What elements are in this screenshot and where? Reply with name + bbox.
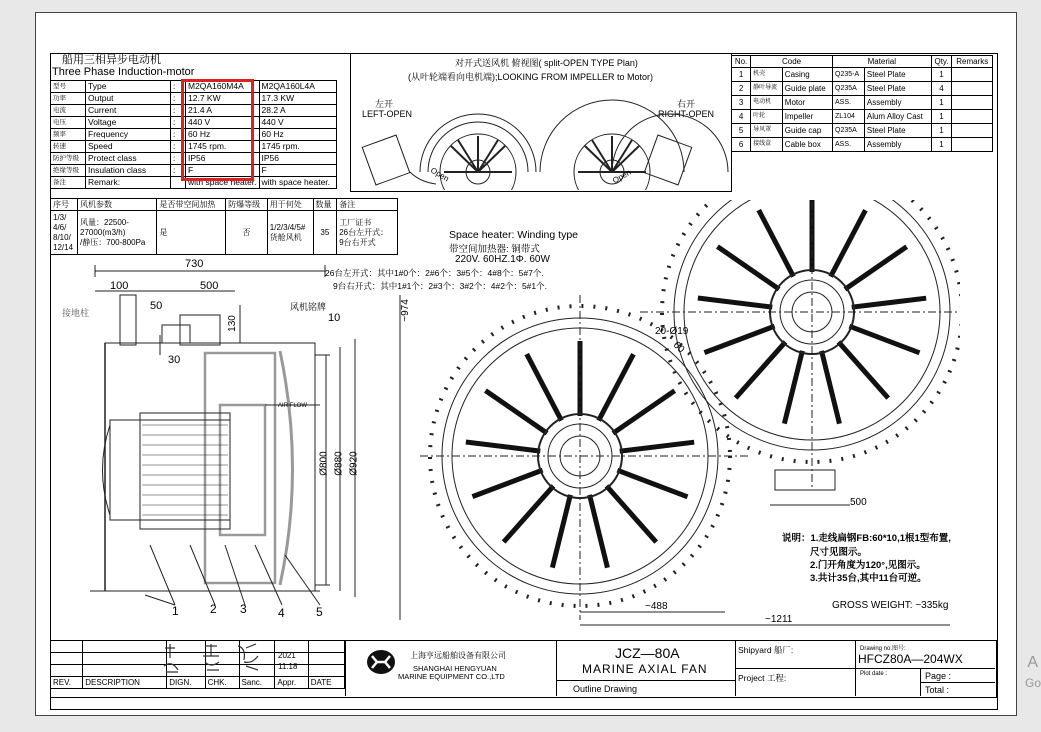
parts-code: Impeller bbox=[782, 110, 832, 124]
dim-50: 50 bbox=[150, 300, 163, 312]
motor-row-label: Voltage bbox=[86, 117, 171, 129]
drawing-no-label: Drawing no.图号: bbox=[860, 646, 906, 652]
fan-qty: 35 bbox=[313, 211, 337, 255]
parts-material: Assembly bbox=[864, 138, 931, 152]
parts-no: 2 bbox=[732, 82, 751, 96]
motor-row-label: Protect class bbox=[86, 153, 171, 165]
parts-qty: 1 bbox=[931, 96, 952, 110]
plan-right-cn: 右开 bbox=[677, 99, 696, 109]
motor-row-value-1: 440 V bbox=[186, 117, 260, 129]
company-cn: 上海亨远船舶设备有限公司 bbox=[410, 651, 506, 660]
motor-row-value-1: 60 Hz bbox=[186, 129, 260, 141]
rev-col-5: Appr. bbox=[275, 677, 308, 689]
motor-row-label: Type bbox=[86, 81, 171, 93]
rev-col-1: DESCRIPTION bbox=[83, 677, 167, 689]
motor-row-value-1: with space heater. bbox=[186, 177, 260, 189]
highlight-box bbox=[181, 79, 254, 181]
plot-date-label: Plot date : bbox=[860, 671, 888, 677]
balloon-3: 3 bbox=[240, 602, 247, 616]
motor-title-cn: 船用三相异步电动机 bbox=[62, 54, 161, 66]
fan-h3: 防爆等级 bbox=[226, 199, 268, 211]
company-logo bbox=[365, 648, 397, 676]
parts-header-2: Material bbox=[833, 56, 932, 68]
motor-row-value-2: 17.3 KW bbox=[259, 93, 336, 105]
parts-row bbox=[732, 138, 993, 152]
motor-row-colon: : bbox=[171, 129, 186, 141]
dim-974: ~974 bbox=[399, 299, 411, 322]
motor-row-colon: : bbox=[171, 153, 186, 165]
fan-param-2: 27000(m3/h) bbox=[80, 227, 126, 237]
parts-header-1: Code bbox=[751, 56, 833, 68]
motor-row-label: Output bbox=[86, 93, 171, 105]
parts-remark bbox=[952, 96, 993, 110]
motor-row-colon: : bbox=[171, 93, 186, 105]
parts-header-0: No. bbox=[732, 56, 751, 68]
fan-heater: 是 bbox=[157, 211, 226, 255]
parts-row bbox=[732, 124, 993, 138]
motor-row-value-2: 440 V bbox=[259, 117, 336, 129]
motor-row-label: Current bbox=[86, 105, 171, 117]
product-name: MARINE AXIAL FAN bbox=[582, 662, 708, 676]
dim-920: Ø920 bbox=[348, 451, 360, 476]
fan-h6: 备注 bbox=[337, 199, 398, 211]
fan-use-1: 1/2/3/4/5# bbox=[269, 222, 306, 232]
balloon-5: 5 bbox=[316, 605, 323, 619]
parts-header-4: Remarks bbox=[952, 56, 993, 68]
motor-row-cn: 频率 bbox=[51, 129, 86, 141]
fan-h2: 是否带空间加热 bbox=[157, 199, 226, 211]
parts-row bbox=[732, 110, 993, 124]
dim-100: 100 bbox=[110, 280, 129, 292]
parts-cn: 机壳 bbox=[751, 68, 783, 82]
parts-material: Assembly bbox=[864, 96, 931, 110]
motor-row-label: Speed bbox=[86, 141, 171, 153]
parts-cn: 静叶导流 bbox=[751, 82, 783, 96]
motor-row-value-2: 60 Hz bbox=[259, 129, 336, 141]
shipyard-label: Shipyard 船厂: bbox=[738, 645, 794, 655]
edge-a: A bbox=[1027, 654, 1038, 671]
motor-row-value-2: 1745 rpm. bbox=[259, 141, 336, 153]
title-hline-1 bbox=[556, 680, 735, 681]
parts-table bbox=[731, 55, 993, 152]
motor-row-cn: 功率 bbox=[51, 93, 86, 105]
dim-130: 130 bbox=[226, 315, 238, 332]
parts-no: 5 bbox=[732, 124, 751, 138]
dim-730: 730 bbox=[185, 258, 204, 270]
plan-left-en: LEFT-OPEN bbox=[362, 109, 413, 119]
dim-10: 10 bbox=[328, 312, 341, 324]
parts-remark bbox=[952, 124, 993, 138]
parts-mat-code: ZL104 bbox=[833, 110, 865, 124]
motor-row-value-1: 21.4 A bbox=[186, 105, 260, 117]
company-en-2: MARINE EQUIPMENT CO.,LTD bbox=[398, 672, 505, 681]
fan-param-3: /静压：700-800Pa bbox=[80, 237, 146, 247]
rev-col-6: DATE bbox=[308, 677, 344, 689]
parts-code: Casing bbox=[782, 68, 832, 82]
parts-qty: 1 bbox=[931, 138, 952, 152]
dim-30: 30 bbox=[168, 354, 181, 366]
fan-h5: 数量 bbox=[313, 199, 337, 211]
fan-ex: 否 bbox=[226, 211, 268, 255]
motor-row-colon: : bbox=[171, 117, 186, 129]
heater-line-3: 220V. 60HZ.1Φ. 60W bbox=[455, 254, 550, 265]
motor-row-cn: 型号 bbox=[51, 81, 86, 93]
parts-qty: 4 bbox=[931, 82, 952, 96]
plan-left-cn: 左开 bbox=[375, 99, 394, 109]
label-nameplate: 风机铭牌 bbox=[290, 302, 327, 312]
rev-col-2: DIGN. bbox=[167, 677, 205, 689]
heater-line-1: Space heater: Winding type bbox=[449, 229, 578, 241]
parts-code: Cable box bbox=[782, 138, 832, 152]
balloon-1: 1 bbox=[172, 604, 179, 618]
title-divider-2 bbox=[556, 640, 557, 696]
parts-row bbox=[732, 82, 993, 96]
fan-remark-2: 26台左开式： bbox=[339, 227, 389, 237]
parts-no: 1 bbox=[732, 68, 751, 82]
sign-date: 2021 11.18 bbox=[278, 651, 298, 671]
motor-row-value-1: M2QA160M4A bbox=[186, 81, 260, 93]
drawing-no: HFCZ80A—204WX bbox=[858, 652, 963, 666]
plan-open-right: Open bbox=[611, 167, 633, 186]
heater-line-4: 26台左开式：其中1#0个：2#6个：3#5个：4#8个：5#7个. bbox=[325, 268, 544, 278]
motor-row-cn: 绝缘等级 bbox=[51, 165, 86, 177]
title-hline-3 bbox=[920, 682, 995, 683]
parts-row bbox=[732, 96, 993, 110]
motor-row-value-2: IP56 bbox=[259, 153, 336, 165]
parts-no: 3 bbox=[732, 96, 751, 110]
heater-line-5: 9台右开式：其中1#1个：2#3个：3#2个：4#2个：5#1个. bbox=[333, 281, 547, 291]
parts-header-row bbox=[732, 56, 993, 68]
plan-right-en: RIGHT-OPEN bbox=[658, 109, 715, 119]
motor-row-cn: 防护等级 bbox=[51, 153, 86, 165]
plan-title-1: 对开式送风机 俯视图( split-OPEN TYPE Plan) bbox=[455, 58, 638, 68]
motor-row-value-1: 12.7 KW bbox=[186, 93, 260, 105]
parts-header-3: Qty. bbox=[931, 56, 952, 68]
motor-row-label: Insulation class bbox=[86, 165, 171, 177]
fan-param bbox=[78, 211, 157, 255]
page-label: Page : bbox=[925, 671, 952, 681]
company-en-1: SHANGHAI HENGYUAN bbox=[413, 664, 497, 673]
fan-no: 1/3/ 4/6/ 8/10/ 12/14 bbox=[51, 211, 78, 255]
label-ground: 接地柱 bbox=[62, 308, 90, 318]
parts-qty: 1 bbox=[931, 110, 952, 124]
parts-mat-code: ASS. bbox=[833, 96, 865, 110]
heater-line-2: 带空间加热器: 铜带式 bbox=[449, 244, 540, 255]
airflow-label: AIR FLOW bbox=[278, 403, 308, 409]
motor-row-value-2: M2QA160L4A bbox=[259, 81, 336, 93]
motor-row-value-2: F bbox=[259, 165, 336, 177]
note-4: 3.共计35台,其中11台可逆。 bbox=[810, 573, 927, 584]
parts-mat-code: Q235-A bbox=[833, 68, 865, 82]
rev-col-3: CHK. bbox=[205, 677, 239, 689]
parts-mat-code: Q235A bbox=[833, 82, 865, 96]
project-label: Project 工程: bbox=[738, 673, 787, 683]
plan-title-2: (从叶轮端看向电机端);LOOKING FROM IMPELLER to Motor) bbox=[408, 72, 654, 82]
fan-h0: 序号 bbox=[51, 199, 78, 211]
title-hline-2 bbox=[735, 668, 995, 669]
rev-col-0: REV. bbox=[51, 677, 83, 689]
signatures bbox=[160, 640, 290, 680]
parts-cn: 接线盒 bbox=[751, 138, 783, 152]
fan-remark-3: 9台右开式 bbox=[339, 237, 376, 247]
total-label: Total : bbox=[925, 685, 950, 695]
note-3: 2.门开角度为120°,见图示。 bbox=[810, 560, 926, 571]
parts-qty: 1 bbox=[931, 124, 952, 138]
motor-row-label: Frequency bbox=[86, 129, 171, 141]
parts-remark bbox=[952, 82, 993, 96]
motor-row-value-2: 28.2 A bbox=[259, 105, 336, 117]
parts-mat-code: ASS. bbox=[833, 138, 865, 152]
note-2: 尺寸见图示。 bbox=[810, 547, 868, 558]
dim-880: Ø880 bbox=[333, 451, 345, 476]
motor-title bbox=[52, 54, 194, 78]
motor-row-cn: 备注 bbox=[51, 177, 86, 189]
edge-go: Go bbox=[1024, 676, 1041, 690]
dim-1211: ~1211 bbox=[765, 614, 793, 625]
parts-remark bbox=[952, 138, 993, 152]
parts-no: 6 bbox=[732, 138, 751, 152]
motor-row-value-1: 1745 rpm. bbox=[186, 141, 260, 153]
balloon-4: 4 bbox=[278, 606, 285, 620]
dim-60: 60 bbox=[670, 339, 687, 356]
dim-500: 500 bbox=[200, 280, 219, 292]
dim-800: Ø800 bbox=[318, 451, 330, 476]
parts-remark bbox=[952, 68, 993, 82]
note-1: 说明：1.走线扁钢FB:60*10,1根1型布置, bbox=[782, 533, 951, 544]
motor-row-colon: : bbox=[171, 165, 186, 177]
motor-row-label: Remark: bbox=[86, 177, 171, 189]
parts-code: Guide plate bbox=[782, 82, 832, 96]
dim-20-19: 20-Ø19 bbox=[655, 326, 689, 337]
side-view-drawing bbox=[50, 255, 380, 620]
dim-500b: 500 bbox=[850, 497, 867, 508]
dim-488: ~488 bbox=[645, 601, 668, 612]
fan-param-table bbox=[50, 198, 398, 255]
motor-row-value-1: F bbox=[186, 165, 260, 177]
motor-row-cn: 转速 bbox=[51, 141, 86, 153]
motor-row-value-2: with space heater. bbox=[259, 177, 336, 189]
motor-title-en: Three Phase Induction-motor bbox=[52, 66, 195, 78]
parts-remark bbox=[952, 110, 993, 124]
motor-row-value-1: IP56 bbox=[186, 153, 260, 165]
parts-cn: 导风罩 bbox=[751, 124, 783, 138]
parts-cn: 叶轮 bbox=[751, 110, 783, 124]
motor-row-colon: : bbox=[171, 81, 186, 93]
fan-remark-1: 工厂证书 bbox=[339, 217, 372, 227]
parts-material: Steel Plate bbox=[864, 82, 931, 96]
parts-material: Steel Plate bbox=[864, 124, 931, 138]
plan-open-left: Open bbox=[429, 165, 451, 184]
plan-view-drawing bbox=[350, 80, 730, 190]
rev-col-4: Sanc. bbox=[239, 677, 275, 689]
parts-material: Steel Plate bbox=[864, 68, 931, 82]
parts-material: Alum Alloy Cast bbox=[864, 110, 931, 124]
parts-mat-code: Q235A bbox=[833, 124, 865, 138]
model-name: JCZ—80A bbox=[615, 645, 680, 661]
balloon-2: 2 bbox=[210, 602, 217, 616]
parts-cn: 电动机 bbox=[751, 96, 783, 110]
motor-row-colon: : bbox=[171, 141, 186, 153]
parts-qty: 1 bbox=[931, 68, 952, 82]
motor-row-cn: 电流 bbox=[51, 105, 86, 117]
fan-h4: 用于何处 bbox=[267, 199, 313, 211]
parts-code: Motor bbox=[782, 96, 832, 110]
fan-h1: 风机参数 bbox=[78, 199, 157, 211]
drawing-subtitle: Outline Drawing bbox=[573, 684, 638, 694]
fan-use bbox=[267, 211, 313, 255]
parts-code: Guide cap bbox=[782, 124, 832, 138]
motor-row-colon: : bbox=[171, 105, 186, 117]
motor-row-cn: 电压 bbox=[51, 117, 86, 129]
gross-weight: GROSS WEIGHT: ~335kg bbox=[832, 600, 949, 611]
title-dividers bbox=[345, 640, 346, 696]
fan-param-1: 风量：22500- bbox=[80, 217, 129, 227]
fan-use-2: 货舱风机 bbox=[269, 232, 302, 242]
parts-row bbox=[732, 68, 993, 82]
parts-no: 4 bbox=[732, 110, 751, 124]
